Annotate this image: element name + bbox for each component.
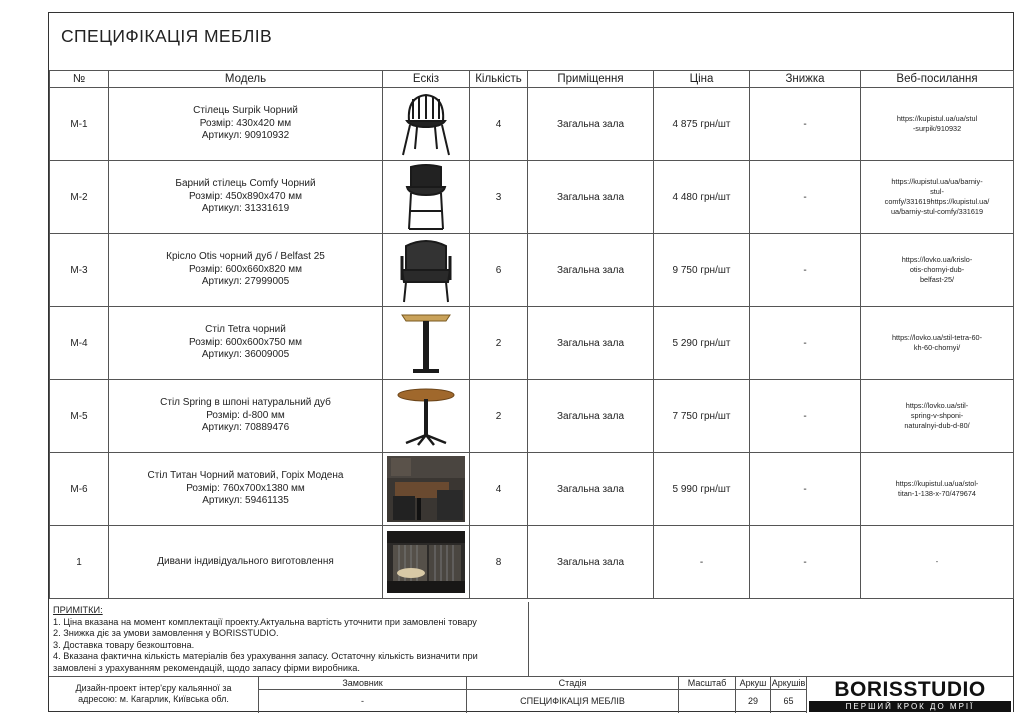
row-room: Загальна зала — [528, 88, 654, 161]
row-discount: - — [750, 234, 861, 307]
link-text[interactable]: stul- — [930, 187, 944, 196]
link-text[interactable]: naturalnyi-dub-d-80/ — [904, 421, 970, 430]
sheet-label: Аркуш — [736, 677, 770, 690]
row-sketch — [383, 453, 470, 526]
stage-cell — [467, 677, 679, 713]
row-quantity: 4 — [470, 453, 528, 526]
row-model — [109, 526, 383, 599]
model-name: Стілець Surpik Чорний — [193, 105, 298, 117]
sheet-value: 29 — [747, 696, 758, 706]
row-quantity: 6 — [470, 234, 528, 307]
row-price: 5 290 грн/шт — [654, 307, 750, 380]
row-room: Загальна зала — [528, 453, 654, 526]
row-model — [109, 380, 383, 453]
col-sketch: Ескіз — [383, 71, 470, 88]
row-sketch — [383, 307, 470, 380]
spec-sheet — [48, 12, 1014, 712]
link-text[interactable]: ua/barniy-stul-comfy/331619 — [890, 207, 984, 216]
row-link[interactable] — [861, 307, 1014, 380]
note-item: 2. Знижка діє за умови замовлення у BORISSTUDIO. — [53, 628, 279, 639]
row-model — [109, 161, 383, 234]
row-quantity: 2 — [470, 307, 528, 380]
sheets-value: 65 — [783, 696, 794, 706]
stage-label: Стадія — [467, 677, 678, 690]
model-name: Дивани індивідуального виготовлення — [157, 555, 334, 567]
link-text[interactable]: https://lovko.ua/stil-tetra-60- — [891, 333, 983, 342]
row-price: - — [654, 526, 750, 599]
row-model — [109, 234, 383, 307]
col-model: Модель — [109, 71, 383, 88]
model-detail: Артикул: 70889476 — [201, 422, 290, 434]
model-detail: Розмір: 760х700х1380 мм — [186, 482, 305, 494]
row-link[interactable] — [861, 161, 1014, 234]
link-text[interactable]: belfast-25/ — [919, 275, 955, 284]
sofa-photo-icon — [383, 531, 469, 593]
stage-value: СПЕЦИФІКАЦІЯ МЕБЛІВ — [520, 696, 625, 706]
row-price: 9 750 грн/шт — [654, 234, 750, 307]
model-name: Крісло Otis чорний дуб / Belfast 25 — [166, 251, 325, 263]
row-discount: - — [750, 453, 861, 526]
scale-value — [679, 689, 735, 713]
table-photo-icon — [383, 456, 469, 522]
sheets-label: Аркушів — [771, 678, 806, 688]
row-model — [109, 88, 383, 161]
row-number: М-3 — [50, 234, 109, 307]
model-detail: Артикул: 31331619 — [201, 203, 290, 215]
table-row — [50, 234, 1014, 307]
table-header-row — [50, 71, 1014, 88]
link-text[interactable]: https://lovko.ua/krislo- — [901, 255, 973, 264]
row-room: Загальна зала — [528, 526, 654, 599]
row-room: Загальна зала — [528, 161, 654, 234]
row-number: 1 — [50, 526, 109, 599]
notes-block — [49, 602, 529, 676]
link-text[interactable]: https://kupistul.ua/ua/stul — [896, 114, 978, 123]
customer-cell — [259, 677, 467, 713]
row-quantity: 2 — [470, 380, 528, 453]
row-quantity: 8 — [470, 526, 528, 599]
row-room: Загальна зала — [528, 307, 654, 380]
row-price: 5 990 грн/шт — [654, 453, 750, 526]
model-name: Барний стілець Comfy Чорний — [175, 178, 316, 190]
scale-label: Масштаб — [679, 677, 735, 690]
model-detail: Розмір: d-800 мм — [206, 409, 285, 421]
link-text[interactable]: https://kupistul.ua/ua/stol- — [895, 479, 979, 488]
model-detail: Артикул: 36009005 — [201, 349, 290, 361]
link-text[interactable]: spring-v-shponi- — [910, 411, 964, 420]
model-name: Стіл Титан Чорний матовий, Горіх Модена — [147, 470, 344, 482]
row-discount: - — [750, 88, 861, 161]
page-title: СПЕЦИФІКАЦІЯ МЕБЛІВ — [61, 26, 273, 46]
model-detail: Артикул: 27999005 — [201, 276, 290, 288]
row-number: М-5 — [50, 380, 109, 453]
note-item: 1. Ціна вказана на момент комплектації проекту.Актуальна вартість уточнити при замовлені товару — [53, 616, 477, 627]
model-detail: Розмір: 450х890х470 мм — [188, 190, 303, 202]
row-quantity: 3 — [470, 161, 528, 234]
model-detail: Артикул: 59461135 — [202, 495, 289, 507]
table-row — [50, 161, 1014, 234]
row-discount: - — [750, 380, 861, 453]
notes-title: ПРИМІТКИ: — [53, 605, 103, 615]
sheet-cell — [736, 677, 771, 713]
link-text[interactable]: titan-1-138-x-70/479674 — [898, 489, 976, 498]
round-table-icon — [383, 385, 469, 447]
col-num: № — [50, 71, 109, 88]
bar-stool-icon — [383, 163, 469, 231]
table-row — [50, 88, 1014, 161]
row-sketch — [383, 161, 470, 234]
table-row — [50, 453, 1014, 526]
row-number: М-2 — [50, 161, 109, 234]
note-item: 4. Вказана фактична кількість матеріалів без урахування запасу. Остаточну кількість визначити при — [53, 651, 478, 662]
row-price: 4 875 грн/шт — [654, 88, 750, 161]
model-name: Стіл Tetra чорний — [205, 324, 286, 336]
table-row — [50, 307, 1014, 380]
row-number: М-6 — [50, 453, 109, 526]
row-model — [109, 453, 383, 526]
row-price: 7 750 грн/шт — [654, 380, 750, 453]
link-text[interactable]: kh-60-chornyi/ — [913, 343, 961, 352]
logo-tagline: ПЕРШИЙ КРОК ДО МРІЇ — [809, 701, 1011, 712]
row-link[interactable] — [861, 88, 1014, 161]
address-cell — [49, 677, 259, 713]
row-link[interactable] — [861, 526, 1014, 599]
row-room: Загальна зала — [528, 234, 654, 307]
link-text[interactable]: -surpik/910932 — [912, 124, 962, 133]
address-line: адресою: м. Кагарлик, Київська обл. — [78, 694, 229, 704]
sheets-cell — [771, 677, 807, 713]
model-detail: Артикул: 90910932 — [201, 130, 290, 142]
row-room: Загальна зала — [528, 380, 654, 453]
model-detail: Розмір: 430х420 мм — [199, 117, 292, 129]
title-block — [49, 676, 1013, 713]
row-sketch — [383, 88, 470, 161]
row-sketch — [383, 380, 470, 453]
col-room: Приміщення — [528, 71, 654, 88]
link-text[interactable]: comfy/331619https://kupistul.ua/ — [884, 197, 990, 206]
customer-value: - — [361, 696, 364, 706]
row-model — [109, 307, 383, 380]
row-discount: - — [750, 161, 861, 234]
col-discount: Знижка — [750, 71, 861, 88]
square-table-icon — [383, 309, 469, 377]
model-name: Стіл Spring в шпоні натуральний дуб — [160, 397, 331, 409]
row-link[interactable] — [861, 380, 1014, 453]
row-sketch — [383, 234, 470, 307]
link-text[interactable]: https://kupistul.ua/ua/barniy- — [891, 177, 983, 186]
customer-label: Замовник — [259, 677, 466, 690]
row-sketch — [383, 526, 470, 599]
col-link: Веб-посилання — [861, 71, 1014, 88]
row-price: 4 480 грн/шт — [654, 161, 750, 234]
row-link[interactable] — [861, 453, 1014, 526]
address-line: Дизайн-проект інтер'єру кальянної за — [75, 683, 232, 693]
model-detail: Розмір: 600х660х820 мм — [188, 263, 303, 275]
link-text[interactable]: otis-chornyi-dub- — [909, 265, 965, 274]
row-quantity: 4 — [470, 88, 528, 161]
row-discount: - — [750, 526, 861, 599]
armchair-icon — [383, 236, 469, 304]
company-logo — [807, 677, 1013, 713]
row-discount: - — [750, 307, 861, 380]
row-number: М-1 — [50, 88, 109, 161]
logo-name: BORISSTUDIO — [834, 678, 986, 701]
table-row — [50, 380, 1014, 453]
chair-icon — [383, 91, 469, 157]
table-row — [50, 526, 1014, 599]
link-text[interactable]: - — [935, 557, 939, 566]
col-qty: Кількість — [470, 71, 528, 88]
model-detail: Розмір: 600х600х750 мм — [188, 336, 303, 348]
note-item: замовлені з урахуванням рекомендацій, щодо запасу фірми виробника. — [53, 662, 360, 673]
note-item: 3. Доставка товару безкоштовна. — [53, 639, 195, 650]
spec-table — [49, 70, 1014, 599]
row-number: М-4 — [50, 307, 109, 380]
col-price: Ціна — [654, 71, 750, 88]
link-text[interactable]: https://lovko.ua/stil- — [905, 401, 969, 410]
scale-cell — [679, 677, 736, 713]
row-link[interactable] — [861, 234, 1014, 307]
